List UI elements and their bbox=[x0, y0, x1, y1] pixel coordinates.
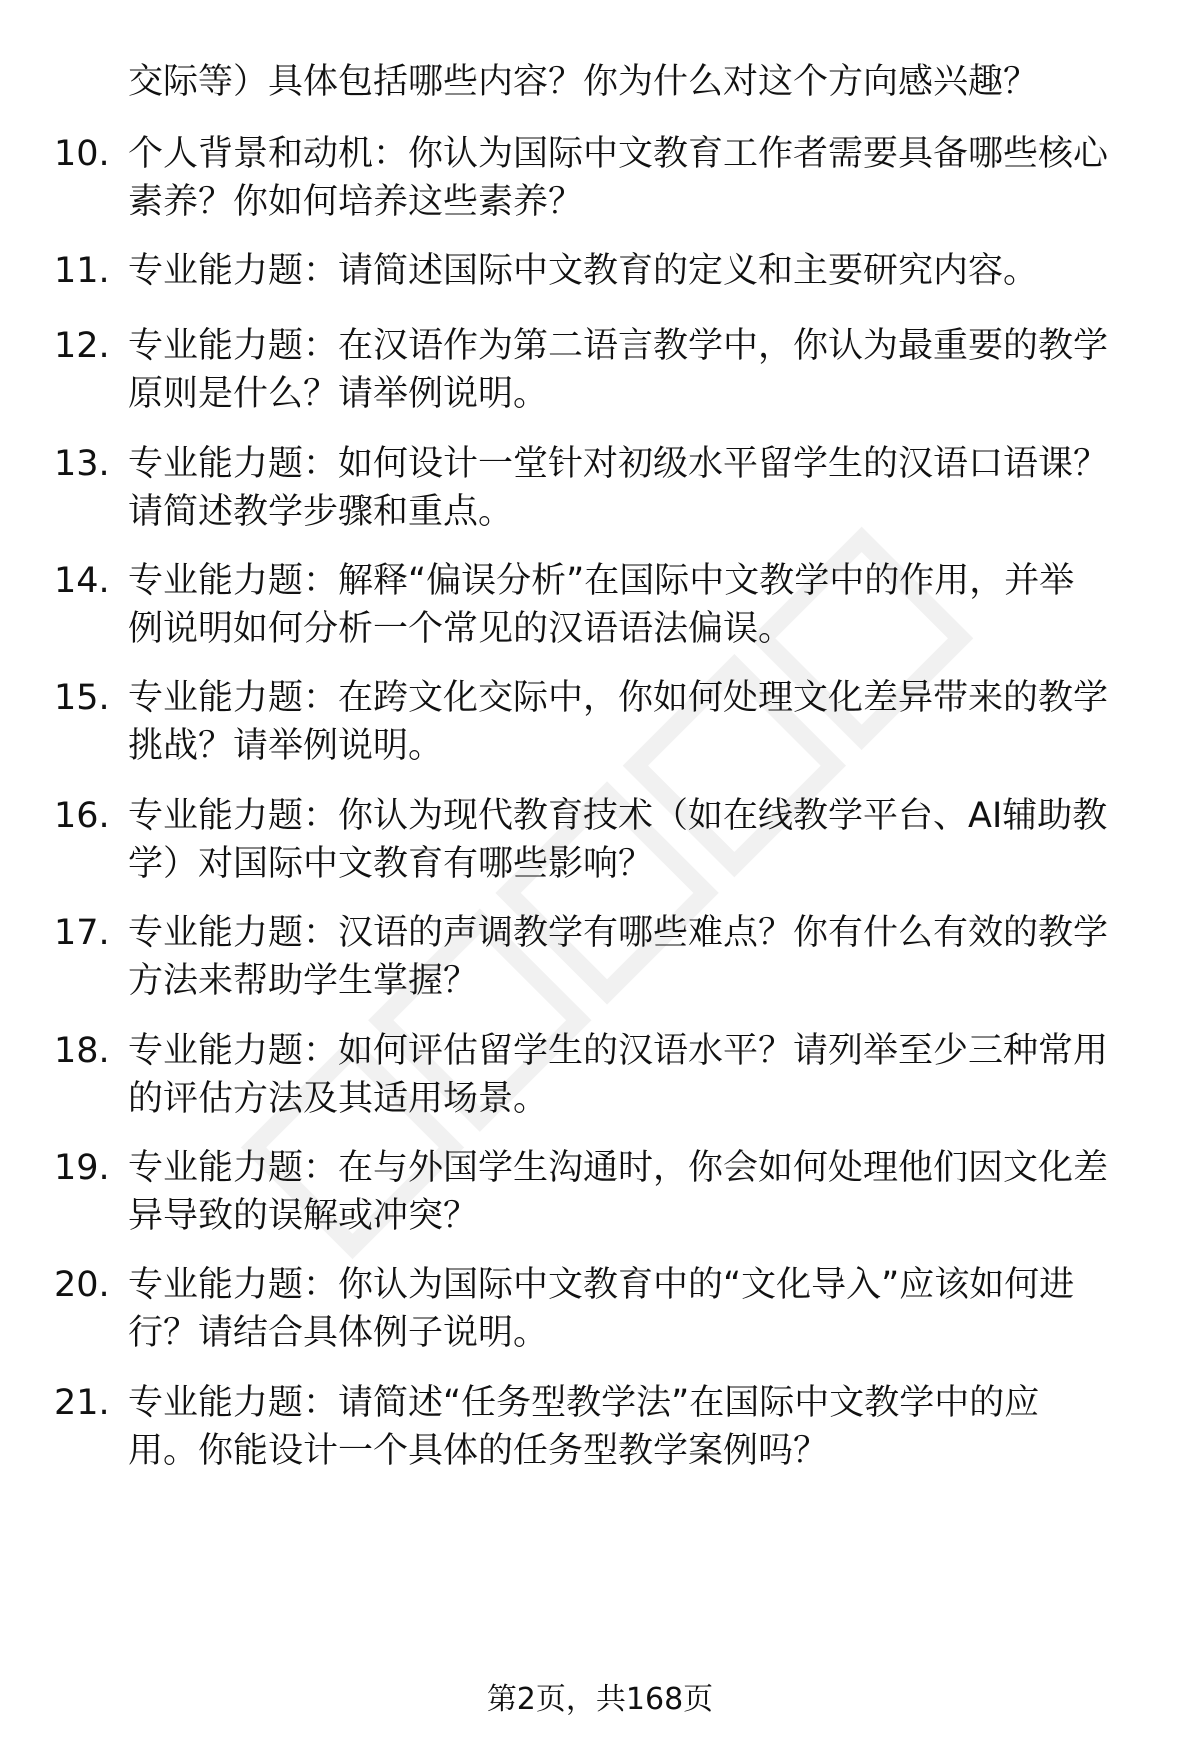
question-item bbox=[0, 1261, 1200, 1361]
question-text-line: 个人背景和动机：你认为国际中文教育工作者需要具备哪些核心 bbox=[128, 134, 1109, 174]
question-number: 16. bbox=[54, 796, 110, 836]
question-text-line: 专业能力题：如何评估留学生的汉语水平？请列举至少三种常用 bbox=[128, 1031, 1109, 1071]
question-number: 15. bbox=[54, 678, 110, 718]
question-text-line: 方法来帮助学生掌握？ bbox=[128, 961, 479, 1001]
question-text-line: 专业能力题：请简述“任务型教学法”在国际中文教学中的应 bbox=[128, 1383, 1040, 1423]
question-text-line: 学）对国际中文教育有哪些影响？ bbox=[128, 844, 654, 884]
question-text-line: 专业能力题：你认为现代教育技术（如在线教学平台、AI辅助教 bbox=[128, 796, 1108, 836]
question-text-line: 素养？你如何培养这些素养？ bbox=[128, 182, 584, 222]
question-text-line: 的评估方法及其适用场景。 bbox=[128, 1079, 549, 1119]
question-number: 12. bbox=[54, 326, 110, 366]
question-text-line: 用。你能设计一个具体的任务型教学案例吗？ bbox=[128, 1431, 829, 1471]
question-text-line: 例说明如何分析一个常见的汉语语法偏误。 bbox=[128, 609, 794, 649]
question-item bbox=[0, 1144, 1200, 1244]
question-text-line: 行？请结合具体例子说明。 bbox=[128, 1313, 549, 1353]
question-text-line: 专业能力题：汉语的声调教学有哪些难点？你有什么有效的教学 bbox=[128, 913, 1109, 953]
question-number: 21. bbox=[54, 1383, 110, 1423]
question-item bbox=[0, 1027, 1200, 1127]
continuation-line: 交际等）具体包括哪些内容？你为什么对这个方向感兴趣？ bbox=[128, 62, 1039, 102]
question-item bbox=[0, 322, 1200, 422]
question-item bbox=[0, 909, 1200, 1009]
question-item bbox=[0, 1379, 1200, 1479]
question-text-line: 挑战？请举例说明。 bbox=[128, 726, 444, 766]
question-text-line: 专业能力题：请简述国际中文教育的定义和主要研究内容。 bbox=[128, 251, 1039, 291]
question-number: 10. bbox=[54, 134, 110, 174]
question-item bbox=[0, 440, 1200, 540]
question-text-line: 专业能力题：如何设计一堂针对初级水平留学生的汉语口语课？ bbox=[128, 444, 1109, 484]
question-item bbox=[0, 792, 1200, 892]
question-text-line: 专业能力题：在跨文化交际中，你如何处理文化差异带来的教学 bbox=[128, 678, 1109, 718]
question-text-line: 专业能力题：解释“偏误分析”在国际中文教学中的作用，并举 bbox=[128, 561, 1075, 601]
question-number: 19. bbox=[54, 1148, 110, 1188]
question-text-line: 异导致的误解或冲突？ bbox=[128, 1196, 479, 1236]
question-item bbox=[0, 674, 1200, 774]
question-text-line: 专业能力题：你认为国际中文教育中的“文化导入”应该如何进 bbox=[128, 1265, 1075, 1305]
question-number: 17. bbox=[54, 913, 110, 953]
question-text-line: 请简述教学步骤和重点。 bbox=[128, 492, 514, 532]
page-footer: 第2页，共168页 bbox=[486, 1682, 714, 1717]
question-number: 20. bbox=[54, 1265, 110, 1305]
question-item bbox=[0, 130, 1200, 230]
question-number: 18. bbox=[54, 1031, 110, 1071]
question-number: 11. bbox=[54, 251, 110, 291]
question-text-line: 专业能力题：在与外国学生沟通时，你会如何处理他们因文化差 bbox=[128, 1148, 1109, 1188]
question-number: 13. bbox=[54, 444, 110, 484]
question-text-line: 专业能力题：在汉语作为第二语言教学中，你认为最重要的教学 bbox=[128, 326, 1109, 366]
question-item bbox=[0, 557, 1200, 657]
question-text-line: 原则是什么？请举例说明。 bbox=[128, 374, 549, 414]
question-number: 14. bbox=[54, 561, 110, 601]
